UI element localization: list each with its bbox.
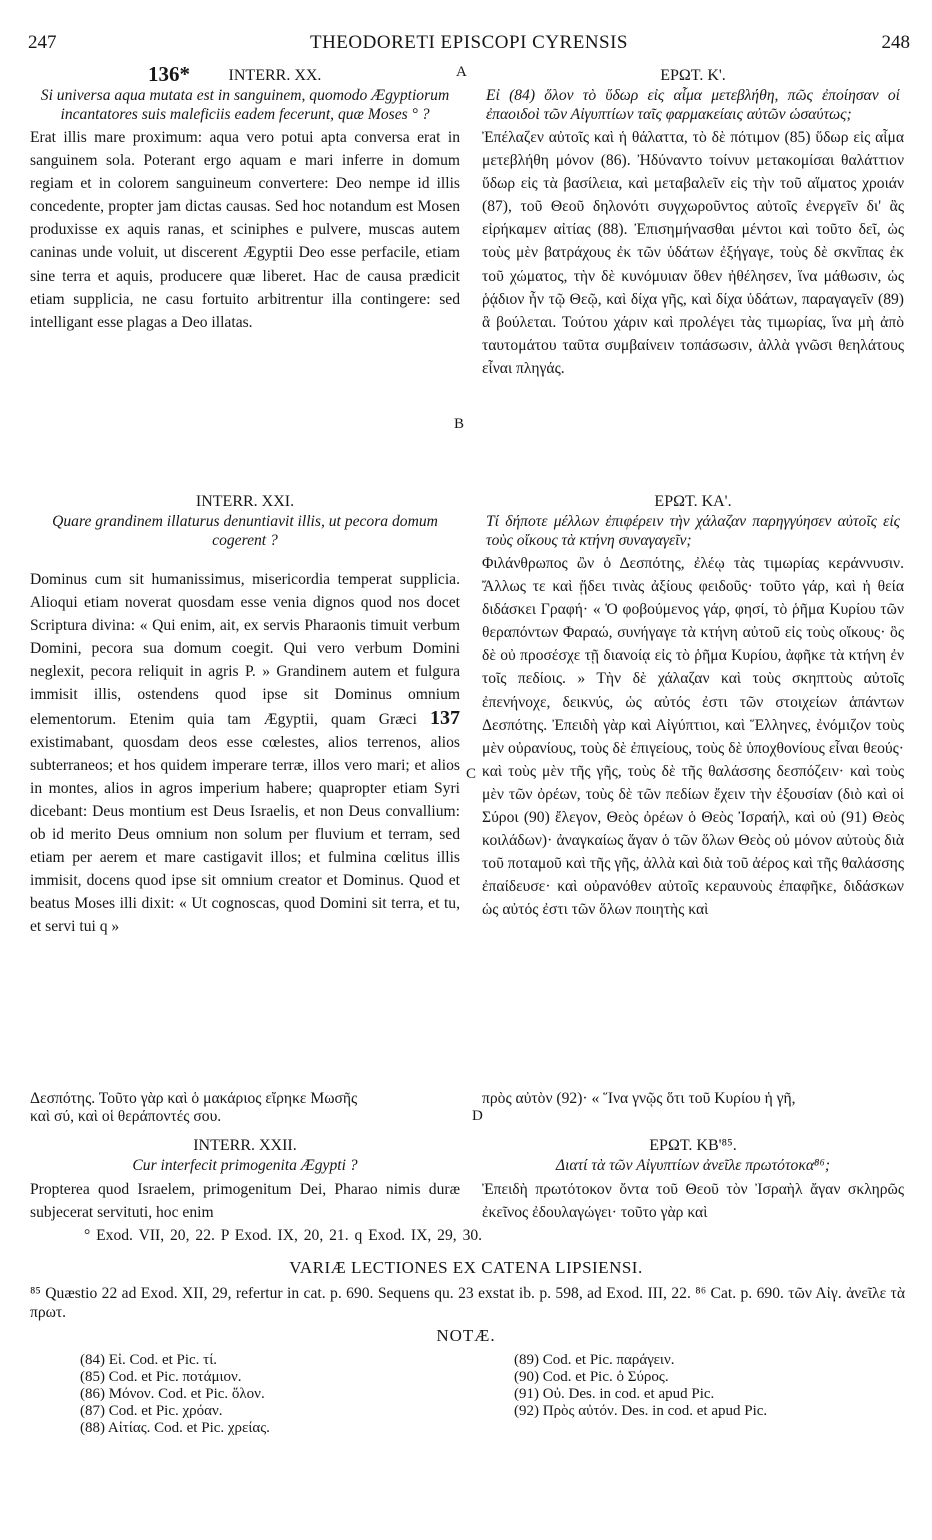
erot-kb-heading: ΕΡΩΤ. ΚΒ'⁸⁵.: [649, 1137, 737, 1154]
variae-lectiones-text: ⁸⁵ Quæstio 22 ad Exod. XII, 29, refertur in cat. p. 690. Sequens qu. 23 exstat ib. p. 598, ad Exod. III, 22. ⁸⁶ Cat. p. 690. τῶν Αἰγ. ἀνεῖλε τὰ πρωτ.: [30, 1285, 905, 1321]
interr-xxii-heading: INTERR. XXII.: [193, 1137, 297, 1154]
erot-ka-answer: Φιλάνθρωπος ὢν ὁ Δεσπότης, ἐλέῳ τὰς τιμωρίας κεράννυσιν. Ἄλλως τε καὶ ᾔδει τινὰς ἀξίους φειδοῦς· τοῦτο γάρ, καὶ ἡ θεία διδάσκει Γραφή· « Ὁ φοβούμενος γάρ, φησί, τὸ ῥῆμα Κυρίου τῶν θεραπόντων Φαραώ, συνήγαγε τὰ κτήνη αὐτοῦ εἰς τοὺς οἴκους· ὃς δὲ οὐ προσέσχε τῇ διανοίᾳ εἰς τὸ ῥῆμα Κυρίου, ἀφῆκε τὰ κτήνη ἐν τοῖς πεδίοις. » Τὴν δὲ χάλαζαν καὶ τοὺς σκηπτοὺς αὐτοῖς ἐπενήνοχε, δεικνύς, ὡς αὐτός ἐστι τῶν στοιχείων ἁπάντων Δεσπότης. Ἐπειδὴ γὰρ καὶ Αἰγύπτιοι, καὶ Ἕλληνες, ἐνόμιζον τοὺς μὲν οὐρανίους, τοὺς δὲ ἐπιγείους, τοὺς δὲ ὑποχθονίους εἶναι θεούς· καὶ τοὺς μὲν τῆς γῆς, τοὺς δὲ τῆς θαλάσσης δεσπόζειν· καὶ τοὺς μὲν τῶν ὀρέων, τοὺς δὲ τῶν πεδίων ἔχειν τὴν ἐξουσίαν (διὸ καὶ οἱ Σύροι (90) ἔλεγον, Θεὸς ὀρέων ὁ Θεὸς Ἰσραήλ, καὶ οὐ (91) Θεὸς κοιλάδων)· ἀναγκαίως ἅγαν ὁ τῶν ὅλων Θεὸς οὐ μόνον αὐτοὺς διὰ τοῦ ποταμοῦ καὶ τῆς γῆς, ἀλλὰ καὶ διὰ τοῦ ἀέρος καὶ τῆς θαλάσσης ἐπαίδευσε· καὶ οὐρανόθεν αὐτοῖς κεραυνοὺς ἐπαφῆκε, διδάσκων ὡς αὐτός ἐστι τῶν ὅλων ποιητὴς καὶ: [482, 555, 904, 919]
note-89: (89) Cod. et Pic. παράγειν.: [514, 1352, 675, 1368]
erot-k-heading: ΕΡΩΤ. Κ'.: [660, 67, 726, 84]
page-number-left: 247: [28, 32, 57, 53]
spanning-line-2: καὶ σύ, καὶ οἱ θεράποντές σου.: [30, 1108, 222, 1125]
column-mark-c: C: [466, 766, 477, 782]
page-number-right: 248: [881, 32, 910, 53]
interr-xxi-heading: INTERR. XXI.: [195, 493, 295, 510]
notae-right: [514, 1352, 767, 1420]
erot-kb-answer: Ἐπειδὴ πρωτότοκον ὄντα τοῦ Θεοῦ τὸν Ἰσραὴλ ἄγαν σκληρῶς ἐκεῖνος ἐδουλαγώγει· τοῦτο γὰρ καὶ: [482, 1180, 904, 1221]
erot-kb-question: Διατί τὰ τῶν Αἰγυπτίων ἀνεῖλε πρωτότοκα⁸⁶;: [555, 1157, 831, 1174]
running-title: THEODORETI EPISCOPI CYRENSIS: [309, 32, 629, 53]
interr-xx-answer: Erat illis mare proximum: aqua vero potui apta conversa erat in sanguinem sola. Poterant ergo aquam e mari inferre in domum regiam et in colorem sanguineum convertere: Deo nempe id illis concedente, propter jam dictas causas. Sed hoc notandum est Mosen produxisse ex aquis ranas, et sciniphes e pulvere, muscas autem caninas unde voluit, ut discerent Ægyptii Deo esse perfacile, etiam sine terra et aquis, producere quæ liberet. Hac de causa prædicit etiam supplicia, ne casu fortuito arbitrentur illa contingere: sed intelligant esse plagas a Deo illatas.: [30, 129, 460, 331]
note-87: (87) Cod. et Pic. χρόαν.: [80, 1403, 223, 1419]
interr-xxi-question: Quare grandinem illaturus denuntiavit illis, ut pecora domum cogerent ?: [52, 513, 438, 549]
erot-k-answer: Ἐπέλαζεν αὐτοῖς καὶ ἡ θάλαττα, τὸ δὲ πότιμον (85) ὕδωρ εἰς αἷμα μετεβλήθη μόνον (86). Ἠδύναντο τοίνυν μετακομίσαι θαλάττιον ὕδωρ εἰς τὰ βασίλεια, καὶ μεταβαλεῖν εἰς τὴν τοῦ αἵματος χροιάν (87), τοῦ Θεοῦ δηλονότι συγχωροῦντος αὐτοῖς ἐνεργεῖν δι' ἃς εἰρήκαμεν αἰτίας (88). Ἐπισημήνασθαι μέντοι καὶ τοῦτο δεῖ, ὡς τοὺς μὲν βατράχους ἐκ τῶν ὑδάτων ἐξήγαγε, τοὺς δὲ σκνῖπας ἐκ τοῦ χώματος, τὴν δὲ κυνόμυιαν ὅθεν ἠθέλησεν, ἵνα μάθωσιν, ὡς ῥᾴδιον ἦν τῷ Θεῷ, καὶ δίχα γῆς, καὶ δίχα ὑδάτων, παραγαγεῖν (89) ἃ βούλεται. Τούτου χάριν καὶ προλέγει τὰς τιμωρίας, ἵνα μὴ ἀπὸ ταυτομάτου ταῦτα συμβαίνειν τοπάσωσιν, ἀλλὰ γνῶσι θεηλάτους εἶναι πληγάς.: [482, 129, 904, 377]
interr-xxii-question: Cur interfecit primogenita Ægypti ?: [132, 1157, 358, 1174]
variae-lectiones-title: VARIÆ LECTIONES EX CATENA LIPSIENSI.: [289, 1258, 643, 1277]
erot-k-question: Εἰ (84) ὅλον τὸ ὕδωρ εἰς αἷμα μετεβλήθη, πῶς ἐποίησαν οἱ ἐπαοιδοὶ τῶν Αἰγυπτίων ταῖς φαρμακείαις αὐτῶν ὡσαύτως;: [486, 87, 900, 123]
spanning-line-1: Δεσπότης. Τοῦτο γὰρ καὶ ὁ μακάριος εἴρηκε Μωσῆς: [30, 1090, 358, 1107]
interr-xxi-text-a: Dominus cum sit humanissimus, misericordia temperat supplicia. Alioqui etiam noverat quosdam esse venia dignos quod nos docet Scriptura divina: « Qui enim, ait, ex servis Pharaonis timuit verbum Domini, pecora sua domum coegit. Qui vero verbum Domini neglexit, pecora reliquit in agris P. » Grandinem autem et fulgura immisit illis, ostendens quod ipse sit Dominus omnium elementorum. Etenim quia tam Ægyptii, quam Græci: [30, 571, 460, 728]
note-88: (88) Αἰτίας. Cod. et Pic. χρείας.: [80, 1420, 270, 1436]
greek-column-2: [482, 490, 904, 922]
erot-ka-heading: ΕΡΩΤ. ΚΑ'.: [654, 493, 732, 510]
latin-column-2: [30, 490, 460, 939]
note-90: (90) Cod. et Pic. ὁ Σύρος.: [514, 1369, 669, 1385]
note-85: (85) Cod. et Pic. ποτάμιον.: [80, 1369, 242, 1385]
running-header: [28, 32, 910, 56]
greek-column-3: [482, 1134, 904, 1224]
note-84: (84) Εἰ. Cod. et Pic. τί.: [80, 1352, 217, 1368]
erot-ka-question: Τί δήποτε μέλλων ἐπιφέρειν τὴν χάλαζαν παρηγγύησεν αὐτοῖς εἰς τοὺς οἴκους τὰ κτήνη συναγαγεῖν;: [486, 513, 900, 549]
note-92: (92) Πρὸς αὐτόν. Des. in cod. et apud Pic.: [514, 1403, 768, 1419]
interr-xxi-answer-a: [30, 568, 460, 939]
column-mark-d: D: [472, 1108, 483, 1124]
latin-column-3: [30, 1134, 460, 1224]
column-mark-b: B: [454, 416, 465, 432]
notae-title: NOTÆ.: [436, 1326, 496, 1345]
interr-xxi-text-b: existimabant, quosdam deos esse cœlestes, alios terrenos, alios subterraneos; et hos quidem imperare terræ, illos vero mari; et alios in montes, alios in agros imperium habere; quapropter etiam Syri dicebant: Deus montium est Deus Israelis, et non Deus convallium: ob id merito Deus omnium non solum per fluvium et terram, sed etiam per aerem et mare castigavit illos; et fulmina cœlitus illis immisit, docens quod ipse sit omnium creator et Dominus. Quod et beatus Moses illi dixit: « Ut cognoscas, quod Domini sit terra, et tu, et servi tui q »: [30, 733, 460, 936]
scripture-references: ° Exod. VII, 20, 22. P Exod. IX, 20, 21. q Exod. IX, 29, 30.: [84, 1227, 483, 1244]
interr-xx-question: Si universa aqua mutata est in sanguinem, quomodo Ægyptiorum incantatores suis maleficiis eadem fecerunt, quæ Moses ° ?: [40, 87, 450, 123]
column-number-137: 137: [430, 706, 460, 729]
spanning-line-1-right: πρὸς αὐτὸν (92)· « Ἵνα γνῷς ὅτι τοῦ Κυρίου ἡ γῆ,: [482, 1090, 796, 1107]
column-number-136: 136*: [148, 62, 190, 86]
note-91: (91) Οὐ. Des. in cod. et apud Pic.: [514, 1386, 715, 1402]
latin-column: [30, 64, 460, 334]
column-mark-a: A: [456, 64, 467, 80]
notae-left: [80, 1352, 270, 1437]
note-86: (86) Μόνον. Cod. et Pic. ὅλον.: [80, 1386, 265, 1402]
interr-xxii-answer: Propterea quod Israelem, primogenitum Dei, Pharao nimis duræ subjecerat servituti, hoc enim: [30, 1180, 460, 1221]
interr-xx-heading: INTERR. XX.: [228, 67, 322, 84]
greek-column: [482, 64, 904, 380]
